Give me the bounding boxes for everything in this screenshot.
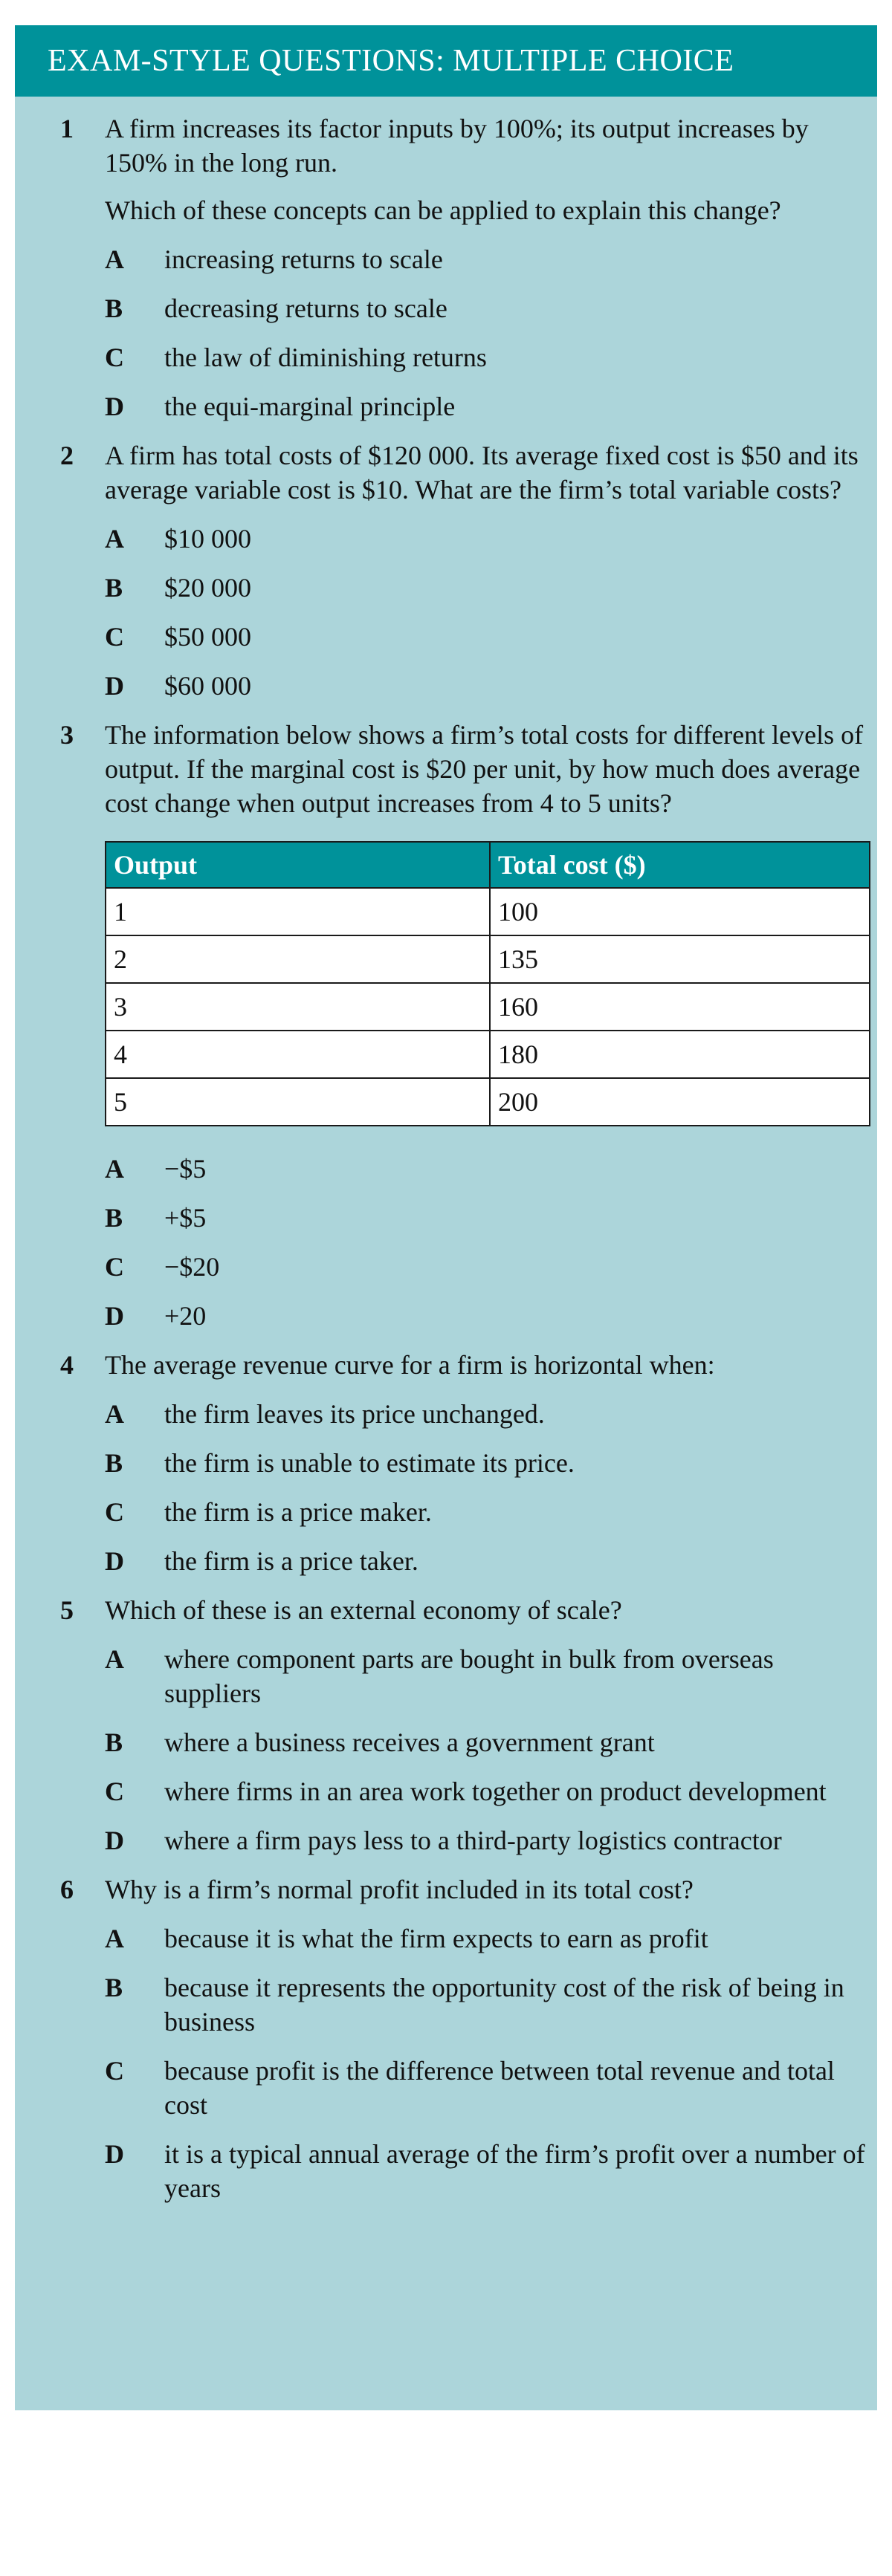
- total-cost-cell: 180: [490, 1031, 870, 1078]
- question-number: 2: [60, 441, 74, 470]
- output-cell: 2: [106, 935, 490, 983]
- question-6: [48, 1872, 867, 2205]
- option-text: $20 000: [164, 573, 251, 603]
- option-6a[interactable]: [105, 1921, 867, 1956]
- option-letter: D: [105, 392, 124, 421]
- option-letter: C: [105, 1252, 124, 1282]
- option-text: +$5: [164, 1203, 207, 1233]
- option-4c[interactable]: [105, 1495, 867, 1529]
- option-text: $60 000: [164, 671, 251, 701]
- question-text: A firm increases its factor inputs by 100%; its output increases by 150% in the long run.: [105, 114, 809, 178]
- option-text: −$20: [164, 1252, 220, 1282]
- option-text: the equi-marginal principle: [164, 392, 456, 421]
- option-text: the law of diminishing returns: [164, 343, 487, 372]
- option-letter: D: [105, 1301, 124, 1331]
- table-row: [106, 983, 870, 1031]
- option-3c[interactable]: [105, 1250, 867, 1284]
- option-1a[interactable]: [105, 242, 867, 276]
- total-cost-cell: 100: [490, 888, 870, 935]
- option-letter: B: [105, 1203, 123, 1233]
- option-4d[interactable]: [105, 1544, 867, 1578]
- question-text: The average revenue curve for a firm is horizontal when:: [105, 1350, 715, 1380]
- option-letter: B: [105, 1727, 123, 1757]
- question-3: [48, 718, 867, 1333]
- question-number: 5: [60, 1595, 74, 1625]
- question-5: [48, 1593, 867, 1858]
- option-letter: D: [105, 2139, 124, 2169]
- question-1: [48, 111, 867, 424]
- option-text: +20: [164, 1301, 207, 1331]
- option-text: the firm is a price taker.: [164, 1546, 418, 1576]
- option-letter: A: [105, 1154, 124, 1184]
- questions-list: [15, 97, 877, 2205]
- option-5c[interactable]: [105, 1774, 867, 1808]
- option-letter: D: [105, 1826, 124, 1855]
- option-letter: C: [105, 1497, 124, 1527]
- option-text: where a firm pays less to a third-party logistics contractor: [164, 1826, 782, 1855]
- option-1c[interactable]: [105, 340, 867, 374]
- option-1b[interactable]: [105, 291, 867, 325]
- option-3a[interactable]: [105, 1152, 867, 1186]
- table-header-row: [106, 842, 870, 888]
- question-2: [48, 438, 867, 703]
- option-text: decreasing returns to scale: [164, 293, 447, 323]
- option-text: the firm leaves its price unchanged.: [164, 1399, 545, 1429]
- option-letter: A: [105, 524, 124, 554]
- option-2a[interactable]: [105, 522, 867, 556]
- option-text: the firm is a price maker.: [164, 1497, 432, 1527]
- option-2b[interactable]: [105, 571, 867, 605]
- question-number: 3: [60, 720, 74, 750]
- option-text: $50 000: [164, 622, 251, 652]
- column-header-total-cost: Total cost ($): [490, 842, 870, 888]
- output-cell: 3: [106, 983, 490, 1031]
- option-text: because it represents the opportunity cost of the risk of being in business: [164, 1973, 844, 2037]
- option-text: increasing returns to scale: [164, 244, 443, 274]
- option-letter: C: [105, 2056, 124, 2086]
- question-number: 4: [60, 1350, 74, 1380]
- output-cell: 4: [106, 1031, 490, 1078]
- table-row: [106, 935, 870, 983]
- option-letter: B: [105, 1448, 123, 1478]
- table-row: [106, 1078, 870, 1126]
- option-letter: D: [105, 671, 124, 701]
- option-letter: B: [105, 1973, 123, 2002]
- option-text: $10 000: [164, 524, 251, 554]
- question-text: Why is a firm’s normal profit included in its total cost?: [105, 1875, 694, 1904]
- option-3b[interactable]: [105, 1201, 867, 1235]
- question-number: 6: [60, 1875, 74, 1904]
- option-2c[interactable]: [105, 620, 867, 654]
- option-1d[interactable]: [105, 389, 867, 424]
- question-number: 1: [60, 114, 74, 143]
- question-text: The information below shows a firm’s total costs for different levels of output. If the marginal cost is $20 per unit, by how much does average cost change when output increases from 4 to 5 units?: [105, 720, 864, 818]
- option-4a[interactable]: [105, 1397, 867, 1431]
- option-6d[interactable]: [105, 2137, 867, 2205]
- option-6b[interactable]: [105, 1970, 867, 2039]
- option-6c[interactable]: [105, 2054, 867, 2122]
- option-text: −$5: [164, 1154, 207, 1184]
- option-letter: A: [105, 1644, 124, 1674]
- option-letter: D: [105, 1546, 124, 1576]
- option-4b[interactable]: [105, 1446, 867, 1480]
- total-cost-cell: 160: [490, 983, 870, 1031]
- option-letter: A: [105, 1399, 124, 1429]
- option-text: because profit is the difference between total revenue and total cost: [164, 2056, 835, 2120]
- option-text: where a business receives a government grant: [164, 1727, 655, 1757]
- option-text: because it is what the firm expects to earn as profit: [164, 1924, 708, 1953]
- total-cost-cell: 135: [490, 935, 870, 983]
- option-5d[interactable]: [105, 1823, 867, 1858]
- question-text: Which of these is an external economy of scale?: [105, 1595, 622, 1625]
- table-row: [106, 888, 870, 935]
- option-letter: C: [105, 1777, 124, 1806]
- question-text: A firm has total costs of $120 000. Its average fixed cost is $50 and its average variable cost is $10. What are the firm’s total variable costs?: [105, 441, 859, 505]
- option-3d[interactable]: [105, 1299, 867, 1333]
- question-4: [48, 1348, 867, 1578]
- cost-table-wrapper: [105, 841, 867, 1126]
- question-prompt: Which of these concepts can be applied to explain this change?: [105, 195, 781, 225]
- option-letter: A: [105, 1924, 124, 1953]
- option-letter: B: [105, 573, 123, 603]
- option-text: where firms in an area work together on product development: [164, 1777, 827, 1806]
- panel-header: [15, 25, 877, 97]
- exam-questions-panel: [15, 25, 877, 2410]
- output-cell: 1: [106, 888, 490, 935]
- option-5b[interactable]: [105, 1725, 867, 1759]
- total-cost-cell: 200: [490, 1078, 870, 1126]
- cost-table: [105, 841, 870, 1126]
- column-header-output: Output: [106, 842, 490, 888]
- option-letter: A: [105, 244, 124, 274]
- option-text: where component parts are bought in bulk from overseas suppliers: [164, 1644, 774, 1708]
- option-letter: C: [105, 343, 124, 372]
- output-cell: 5: [106, 1078, 490, 1126]
- table-row: [106, 1031, 870, 1078]
- option-text: the firm is unable to estimate its price.: [164, 1448, 575, 1478]
- option-letter: C: [105, 622, 124, 652]
- option-5a[interactable]: [105, 1642, 867, 1710]
- panel-title: EXAM-STYLE QUESTIONS: MULTIPLE CHOICE: [48, 44, 734, 78]
- option-letter: B: [105, 293, 123, 323]
- option-text: it is a typical annual average of the firm’s profit over a number of years: [164, 2139, 865, 2203]
- option-2d[interactable]: [105, 669, 867, 703]
